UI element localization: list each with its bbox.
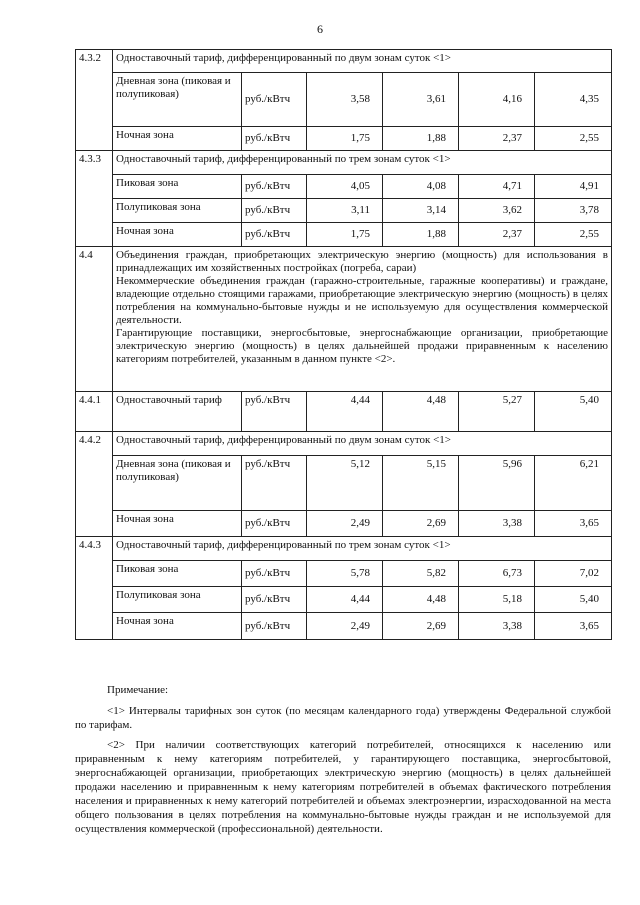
value-cell: 2,69: [383, 511, 459, 537]
table-row: [76, 392, 612, 432]
value-cell: 4,91: [535, 175, 612, 199]
footnote-1: <1> Интервалы тарифных зон суток (по месяцам календарного года) утверждены Федеральной службой по тарифам.: [75, 705, 611, 731]
section-title: Одноставочный тариф, дифференцированный по трем зонам суток <1>: [113, 151, 612, 175]
value-cell: 2,37: [459, 127, 535, 151]
value-cell: 3,62: [459, 199, 535, 223]
value-cell: 3,14: [383, 199, 459, 223]
value-cell: 3,38: [459, 613, 535, 640]
tariff-table: [75, 49, 612, 640]
section-code: 4.4.3: [76, 537, 113, 640]
row-label: Полупиковая зона: [113, 199, 242, 223]
value-cell: 5,15: [383, 456, 459, 511]
value-cell: 1,88: [383, 223, 459, 247]
section-code: 4.4.2: [76, 432, 113, 537]
section-description: [113, 247, 612, 392]
value-cell: 1,88: [383, 127, 459, 151]
value-cell: 5,12: [307, 456, 383, 511]
value-cell: 5,82: [383, 561, 459, 587]
table-row: [76, 613, 612, 640]
notes-section: [75, 683, 611, 842]
table-row: [76, 127, 612, 151]
value-cell: 7,02: [535, 561, 612, 587]
value-cell: 4,44: [307, 392, 383, 432]
value-cell: 6,21: [535, 456, 612, 511]
value-cell: 4,48: [383, 392, 459, 432]
table-row: [76, 175, 612, 199]
section-title: Одноставочный тариф, дифференцированный по двум зонам суток <1>: [113, 50, 612, 73]
description-paragraph: Некоммерческие объединения граждан (гаражно-строительные, гаражные кооперативы) и граждане, владеющие отдельно стоящими гаражами, приобретающие электрическую энергию (мощность) в целях потребления на коммунально-бытовые нужды и не используемую для осуществления коммерческой деятельности.: [116, 275, 608, 326]
value-cell: 6,73: [459, 561, 535, 587]
value-cell: 3,38: [459, 511, 535, 537]
description-paragraph: Гарантирующие поставщики, энергосбытовые, энергоснабжающие организации, приобретающие электрическую энергию (мощность) в целях дальнейшей продажи приравненным к населению категориям потребителей, указанным в данном пункте <2>.: [116, 327, 608, 365]
table-row: [76, 73, 612, 127]
value-cell: 5,40: [535, 587, 612, 613]
unit-cell: руб./кВтч: [242, 561, 307, 587]
row-label: Пиковая зона: [113, 175, 242, 199]
row-label: Дневная зона (пиковая и полупиковая): [113, 73, 242, 127]
section-code: 4.4: [76, 247, 113, 392]
value-cell: 4,16: [459, 73, 535, 127]
row-label: Ночная зона: [113, 511, 242, 537]
value-cell: 3,11: [307, 199, 383, 223]
value-cell: 5,40: [535, 392, 612, 432]
value-cell: 3,78: [535, 199, 612, 223]
table-row: [76, 223, 612, 247]
unit-cell: руб./кВтч: [242, 456, 307, 511]
value-cell: 3,61: [383, 73, 459, 127]
value-cell: 3,65: [535, 511, 612, 537]
row-label: Полупиковая зона: [113, 587, 242, 613]
unit-cell: руб./кВтч: [242, 223, 307, 247]
row-label: Пиковая зона: [113, 561, 242, 587]
value-cell: 5,96: [459, 456, 535, 511]
unit-cell: руб./кВтч: [242, 587, 307, 613]
value-cell: 2,37: [459, 223, 535, 247]
notes-heading: Примечание:: [107, 684, 169, 696]
section-code: 4.3.3: [76, 151, 113, 247]
table-row: [76, 561, 612, 587]
row-label: Одноставочный тариф: [113, 392, 242, 432]
value-cell: 1,75: [307, 223, 383, 247]
value-cell: 4,44: [307, 587, 383, 613]
row-label: Ночная зона: [113, 127, 242, 151]
value-cell: 5,18: [459, 587, 535, 613]
section-header-row: [76, 50, 612, 73]
description-paragraph: Объединения граждан, приобретающих электрическую энергию (мощность) для использования в принадлежащих им хозяйственных постройках (погреба, сараи): [116, 249, 608, 274]
section-title: Одноставочный тариф, дифференцированный по трем зонам суток <1>: [113, 537, 612, 561]
table-row: [76, 456, 612, 511]
value-cell: 5,78: [307, 561, 383, 587]
value-cell: 4,08: [383, 175, 459, 199]
section-code: 4.4.1: [76, 392, 113, 432]
section-description-row: [76, 247, 612, 392]
unit-cell: руб./кВтч: [242, 175, 307, 199]
value-cell: 2,55: [535, 223, 612, 247]
section-header-row: [76, 151, 612, 175]
value-cell: 4,05: [307, 175, 383, 199]
value-cell: 2,49: [307, 511, 383, 537]
row-label: Дневная зона (пиковая и полупиковая): [113, 456, 242, 511]
value-cell: 2,49: [307, 613, 383, 640]
row-label: Ночная зона: [113, 613, 242, 640]
value-cell: 4,48: [383, 587, 459, 613]
value-cell: 3,65: [535, 613, 612, 640]
unit-cell: руб./кВтч: [242, 199, 307, 223]
table-row: [76, 587, 612, 613]
table-row: [76, 199, 612, 223]
value-cell: 4,35: [535, 73, 612, 127]
footnote-2: <2> При наличии соответствующих категорий потребителей, относящихся к населению или приравненным к нему категориям потребителей, у гарантирующего поставщика, энергосбытовой, энергоснабжающей организации, приобретающих электрическую энергию (мощность) в целях дальнейшей продажи населению и приравненным к нему категориям потребителей в объемах фактического потребления населения и приравненных к нему категорий потребителей и объемах электроэнергии, израсходованной на места общего пользования в целях потребления на коммунально-бытовые нужды граждан и не используемой для осуществления коммерческой (профессиональной) деятельности.: [75, 739, 611, 835]
section-header-row: [76, 432, 612, 456]
unit-cell: руб./кВтч: [242, 511, 307, 537]
section-header-row: [76, 537, 612, 561]
value-cell: 4,71: [459, 175, 535, 199]
value-cell: 3,58: [307, 73, 383, 127]
unit-cell: руб./кВтч: [242, 127, 307, 151]
row-label: Ночная зона: [113, 223, 242, 247]
value-cell: 2,55: [535, 127, 612, 151]
value-cell: 1,75: [307, 127, 383, 151]
unit-cell: руб./кВтч: [242, 613, 307, 640]
section-title: Одноставочный тариф, дифференцированный по двум зонам суток <1>: [113, 432, 612, 456]
section-code: 4.3.2: [76, 50, 113, 151]
value-cell: 5,27: [459, 392, 535, 432]
page-number: 6: [317, 22, 323, 36]
unit-cell: руб./кВтч: [242, 73, 307, 127]
value-cell: 2,69: [383, 613, 459, 640]
unit-cell: руб./кВтч: [242, 392, 307, 432]
table-row: [76, 511, 612, 537]
